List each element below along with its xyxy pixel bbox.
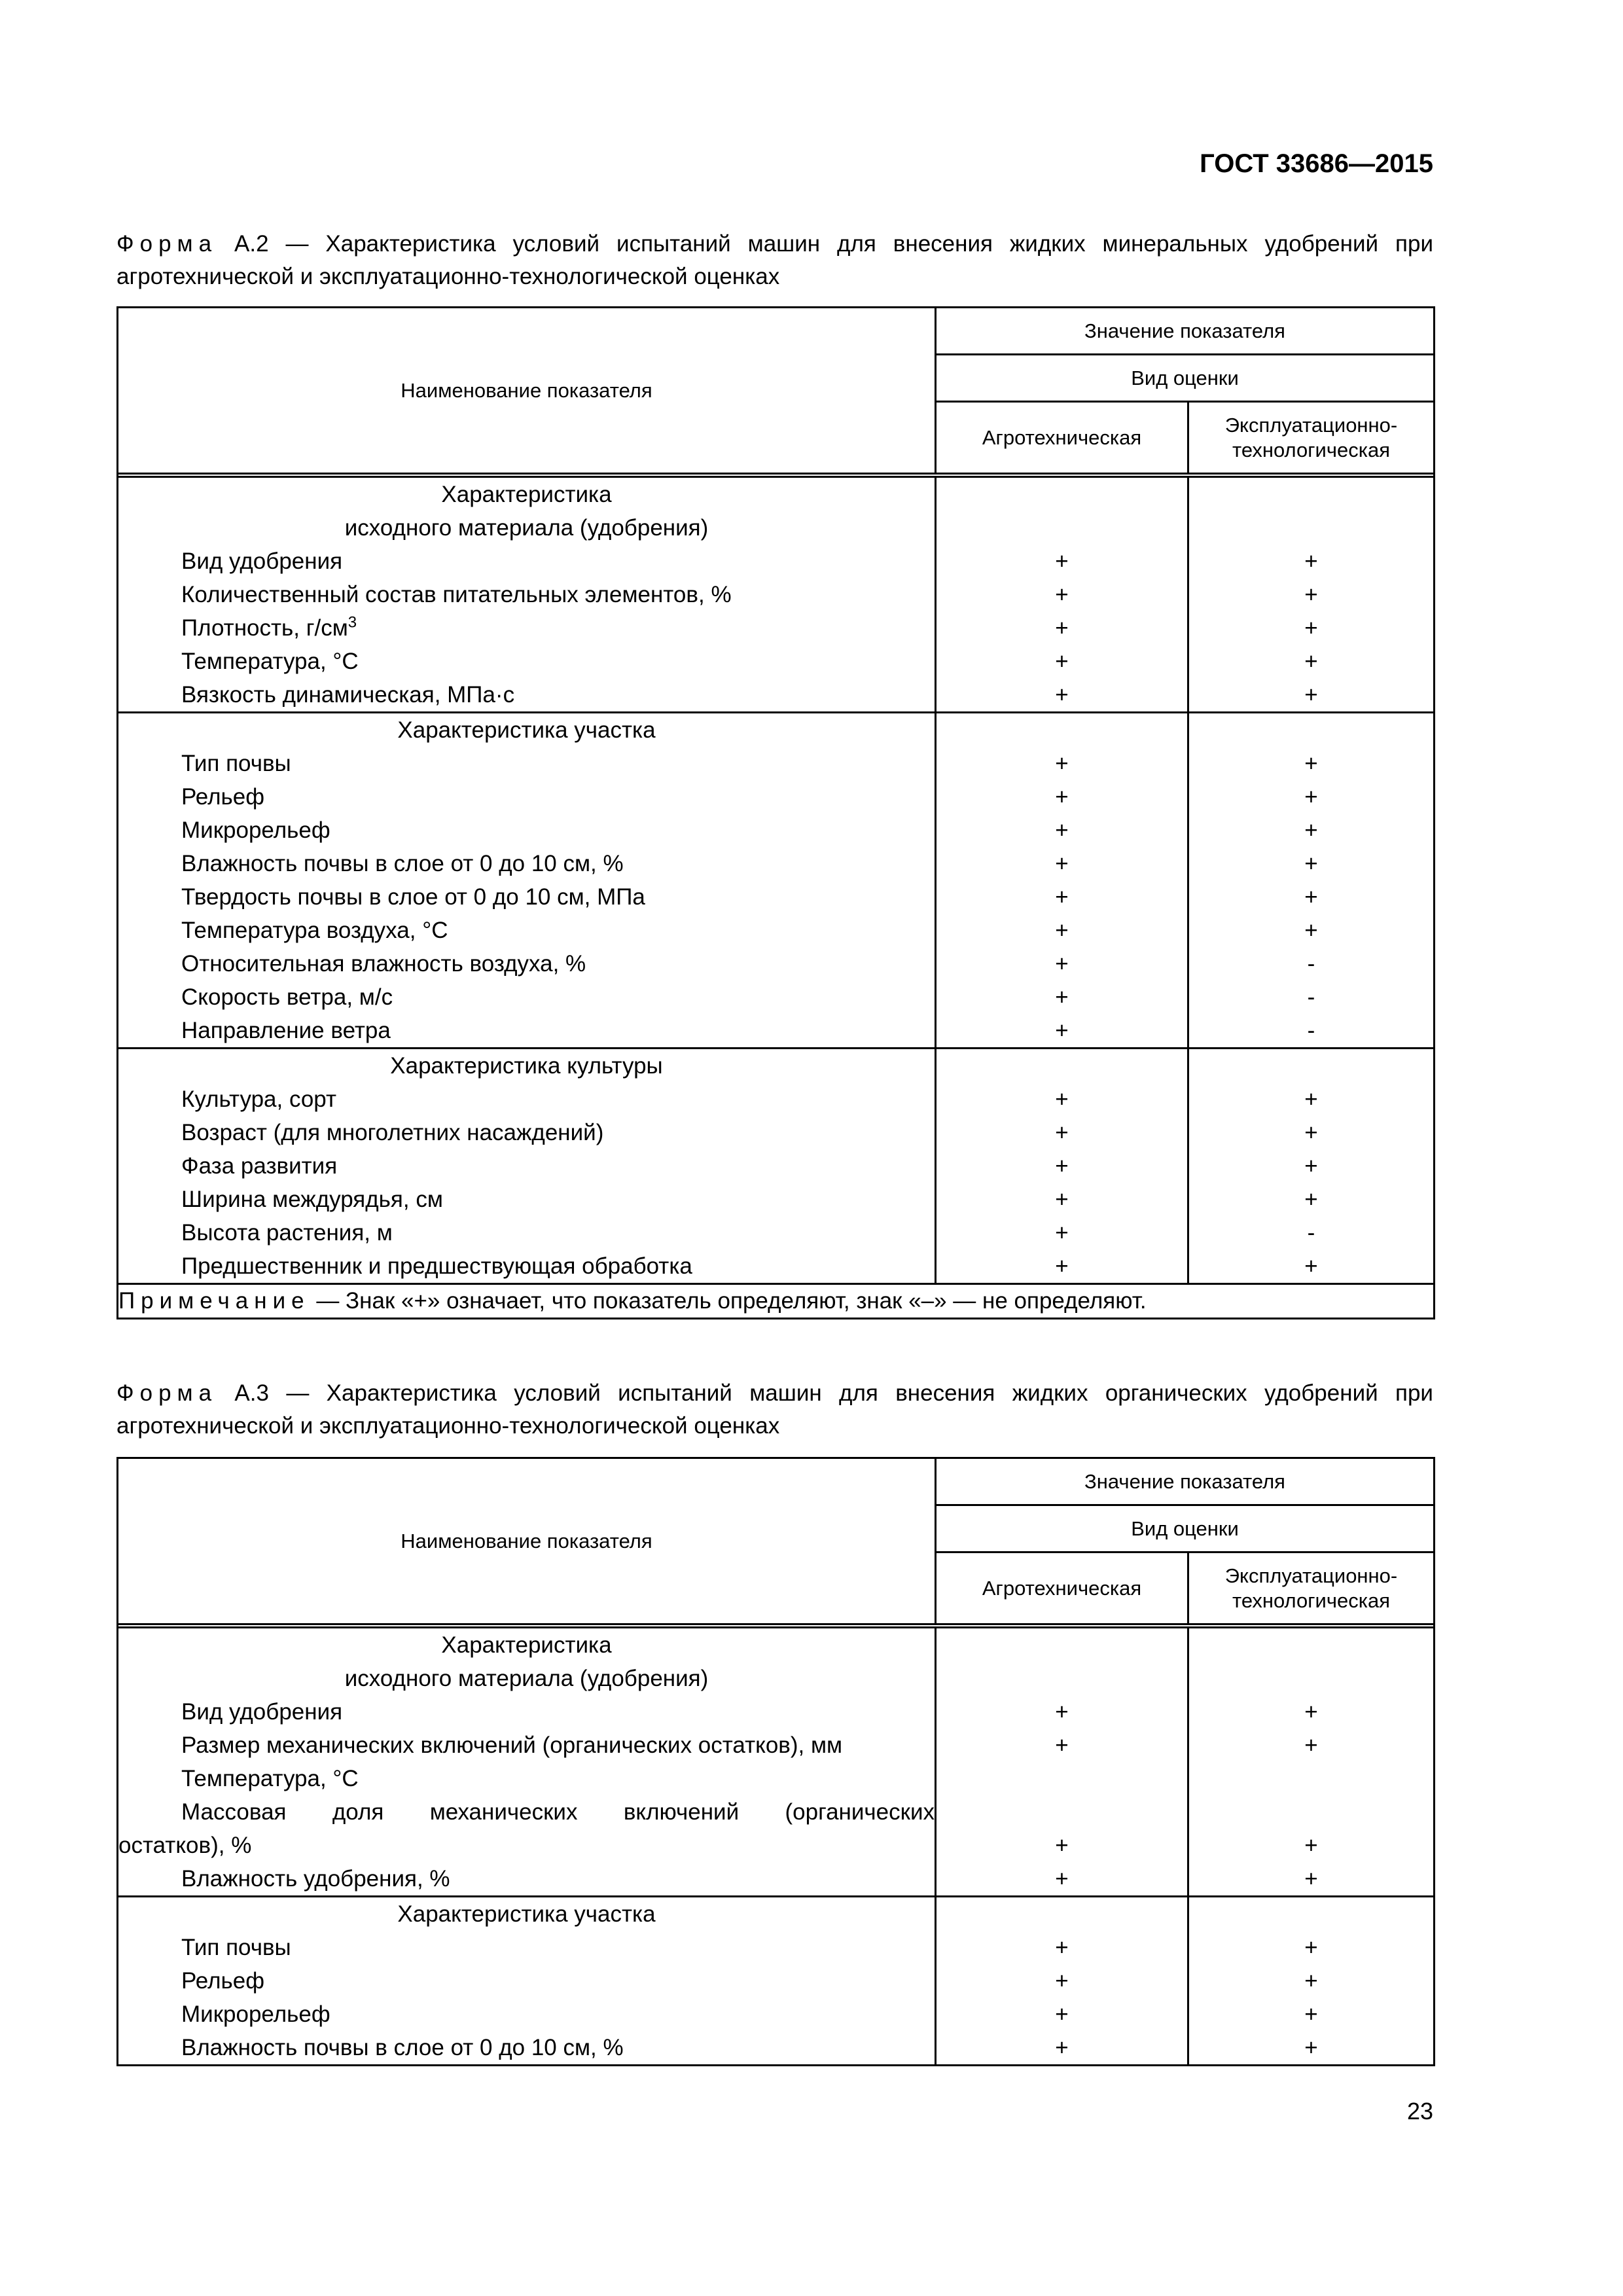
- expl-value: +: [1304, 1253, 1318, 1279]
- expl-value: +: [1304, 784, 1318, 810]
- agro-values-cell: [936, 1628, 1188, 1897]
- table-note: [118, 1284, 1435, 1319]
- name-column-header: Наименование показателя: [118, 308, 936, 474]
- row-name: Размер механических включений (органических остатков), мм: [181, 1732, 843, 1758]
- agro-value: +: [1055, 751, 1069, 776]
- expl-value: +: [1304, 682, 1318, 708]
- assessment-group-header: Вид оценки: [936, 1505, 1435, 1552]
- form-a3-table: [116, 1457, 1435, 2066]
- agro-value: +: [1055, 784, 1069, 810]
- row-name: Рельеф: [181, 1968, 265, 1994]
- row-name: Ширина междурядья, см: [181, 1187, 443, 1212]
- table-section: [118, 713, 1435, 1049]
- row-name: Возраст (для многолетних насаждений): [181, 1120, 604, 1145]
- expl-value: +: [1304, 1935, 1318, 1960]
- agro-value: +: [1055, 1018, 1069, 1043]
- row-name: Микрорельеф: [181, 2001, 330, 2027]
- row-name: Влажность почвы в слое от 0 до 10 см, %: [181, 2035, 624, 2060]
- section-title: Характеристика: [441, 1632, 612, 1658]
- row-name: Твердость почвы в слое от 0 до 10 см, МПа: [181, 884, 645, 910]
- caption-text: А.3 — Характеристика условий испытаний машин для внесения жидких органических удобрений при агротехнической и эксплуатационно-технологической оценках: [116, 1380, 1433, 1439]
- agro-value: +: [1055, 984, 1069, 1010]
- expl-value: +: [1304, 1968, 1318, 1994]
- section-title: исходного материала (удобрения): [344, 1666, 709, 1691]
- row-name: [118, 611, 935, 645]
- row-name-text: Плотность, г/см: [181, 615, 348, 641]
- agro-value: +: [1055, 951, 1069, 977]
- assessment-group-header: Вид оценки: [936, 355, 1435, 402]
- expl-value: +: [1304, 649, 1318, 674]
- page-number: 23: [1406, 2098, 1433, 2125]
- table-section: [118, 1897, 1435, 2066]
- section-title: Характеристика культуры: [390, 1053, 663, 1079]
- agro-value: +: [1055, 2001, 1069, 2027]
- name-column-header: Наименование показателя: [118, 1458, 936, 1624]
- expl-value: +: [1304, 1187, 1318, 1212]
- expl-value: +: [1304, 1866, 1318, 1892]
- note-text: — Знак «+» означает, что показатель определяют, знак «–» — не определяют.: [310, 1288, 1147, 1314]
- expl-value: [1189, 1762, 1433, 1795]
- form-a2-caption: [116, 228, 1433, 293]
- row-name: Тип почвы: [181, 751, 291, 776]
- agro-values-cell: [936, 1049, 1188, 1284]
- expl-values-cell: [1188, 713, 1435, 1049]
- section-title: исходного материала (удобрения): [344, 515, 709, 541]
- section-title: Характеристика участка: [397, 717, 656, 743]
- form-a2-table: [116, 306, 1435, 1319]
- agro-values-cell: [936, 713, 1188, 1049]
- form-label: Форма: [116, 231, 218, 257]
- agro-value: +: [1055, 1220, 1069, 1246]
- agro-value: +: [1055, 582, 1069, 607]
- row-name: Вид удобрения: [181, 548, 343, 574]
- expl-value: +: [1304, 2001, 1318, 2027]
- agro-value: +: [1055, 1699, 1069, 1725]
- form-a3-caption: [116, 1377, 1433, 1443]
- agro-value: +: [1055, 817, 1069, 843]
- row-name: Вид удобрения: [181, 1699, 343, 1725]
- expl-value: +: [1304, 851, 1318, 876]
- agro-value: +: [1055, 1120, 1069, 1145]
- expl-value: +: [1304, 1086, 1318, 1112]
- agro-values-cell: [936, 1897, 1188, 2066]
- form-label: Форма: [116, 1380, 218, 1406]
- agro-value: +: [1055, 1086, 1069, 1112]
- agro-column-header: Агротехническая: [936, 402, 1188, 474]
- note-label: Примечание: [118, 1288, 310, 1314]
- row-name: Влажность почвы в слое от 0 до 10 см, %: [181, 851, 624, 876]
- row-name: Относительная влажность воздуха, %: [181, 951, 586, 977]
- agro-value: +: [1055, 851, 1069, 876]
- section-title: Характеристика: [441, 482, 612, 507]
- expl-value: -: [1307, 984, 1315, 1010]
- section-name-cell: [118, 713, 936, 1049]
- agro-value: +: [1055, 1732, 1069, 1758]
- expl-column-header: [1188, 1552, 1435, 1624]
- agro-values-cell: [936, 477, 1188, 713]
- section-name-cell: [118, 477, 936, 713]
- row-name: Рельеф: [181, 784, 265, 810]
- section-title: Характеристика участка: [397, 1901, 656, 1927]
- expl-value: +: [1304, 1833, 1318, 1858]
- agro-value: +: [1055, 884, 1069, 910]
- agro-value: +: [1055, 1187, 1069, 1212]
- agro-value: +: [1055, 1153, 1069, 1179]
- agro-column-header: Агротехническая: [936, 1552, 1188, 1624]
- row-name: Количественный состав питательных элементов, %: [181, 582, 732, 607]
- expl-column-header: [1188, 402, 1435, 474]
- expl-values-cell: [1188, 1897, 1435, 2066]
- row-name: Вязкость динамическая, МПа·с: [181, 682, 515, 708]
- value-group-header: Значение показателя: [936, 1458, 1435, 1505]
- agro-value: +: [1055, 2035, 1069, 2060]
- agro-value: +: [1055, 1968, 1069, 1994]
- row-name: Температура, °С: [181, 1766, 359, 1791]
- row-name: Высота растения, м: [181, 1220, 393, 1246]
- expl-value: +: [1304, 751, 1318, 776]
- expl-value: +: [1304, 1153, 1318, 1179]
- standard-designation: ГОСТ 33686—2015: [1200, 149, 1433, 178]
- caption-text: А.2 — Характеристика условий испытаний машин для внесения жидких минеральных удобрений при агротехнической и эксплуатационно-технологической оценках: [116, 231, 1433, 289]
- row-name: Предшественник и предшествующая обработка: [181, 1253, 692, 1279]
- agro-value: +: [1055, 918, 1069, 943]
- expl-value: +: [1304, 548, 1318, 574]
- row-name: Тип почвы: [181, 1935, 291, 1960]
- agro-value: +: [1055, 1866, 1069, 1892]
- row-name: Массовая доля механических включений (органических: [181, 1799, 935, 1825]
- expl-value: +: [1304, 1120, 1318, 1145]
- row-name: Фаза развития: [181, 1153, 338, 1179]
- expl-value: -: [1307, 951, 1315, 977]
- table-section: [118, 1049, 1435, 1284]
- expl-value: +: [1304, 817, 1318, 843]
- agro-value: +: [1055, 1833, 1069, 1858]
- expl-header-line: технологическая: [1232, 438, 1391, 461]
- row-name-continuation: остатков), %: [118, 1833, 252, 1858]
- agro-value: +: [1055, 682, 1069, 708]
- expl-values-cell: [1188, 1628, 1435, 1897]
- section-name-cell: [118, 1049, 936, 1284]
- row-name: Культура, сорт: [181, 1086, 337, 1112]
- expl-value: +: [1304, 1732, 1318, 1758]
- agro-value: +: [1055, 1253, 1069, 1279]
- agro-value: +: [1055, 1935, 1069, 1960]
- agro-value: +: [1055, 615, 1069, 641]
- value-group-header: Значение показателя: [936, 308, 1435, 355]
- expl-value: -: [1307, 1018, 1315, 1043]
- expl-value: -: [1307, 1220, 1315, 1246]
- agro-value: +: [1055, 548, 1069, 574]
- expl-value: +: [1304, 918, 1318, 943]
- table-section: [118, 477, 1435, 713]
- agro-value: +: [1055, 649, 1069, 674]
- expl-header-line: технологическая: [1232, 1588, 1391, 1612]
- expl-values-cell: [1188, 477, 1435, 713]
- table-section: [118, 1628, 1435, 1897]
- expl-value: +: [1304, 615, 1318, 641]
- expl-value: +: [1304, 1699, 1318, 1725]
- expl-values-cell: [1188, 1049, 1435, 1284]
- row-name: Скорость ветра, м/с: [181, 984, 393, 1010]
- expl-value: +: [1304, 884, 1318, 910]
- row-name: Микрорельеф: [181, 817, 330, 843]
- expl-header-line: Эксплуатационно-: [1224, 413, 1398, 437]
- expl-value: +: [1304, 2035, 1318, 2060]
- agro-value: [936, 1762, 1187, 1795]
- section-name-cell: [118, 1897, 936, 2066]
- row-name: Влажность удобрения, %: [181, 1866, 450, 1892]
- expl-header-line: Эксплуатационно-: [1224, 1564, 1398, 1587]
- section-name-cell: [118, 1628, 936, 1897]
- row-name: Температура воздуха, °С: [181, 918, 448, 943]
- row-name: Направление ветра: [181, 1018, 391, 1043]
- superscript: 3: [348, 613, 357, 632]
- expl-value: +: [1304, 582, 1318, 607]
- row-name: Температура, °С: [181, 649, 359, 674]
